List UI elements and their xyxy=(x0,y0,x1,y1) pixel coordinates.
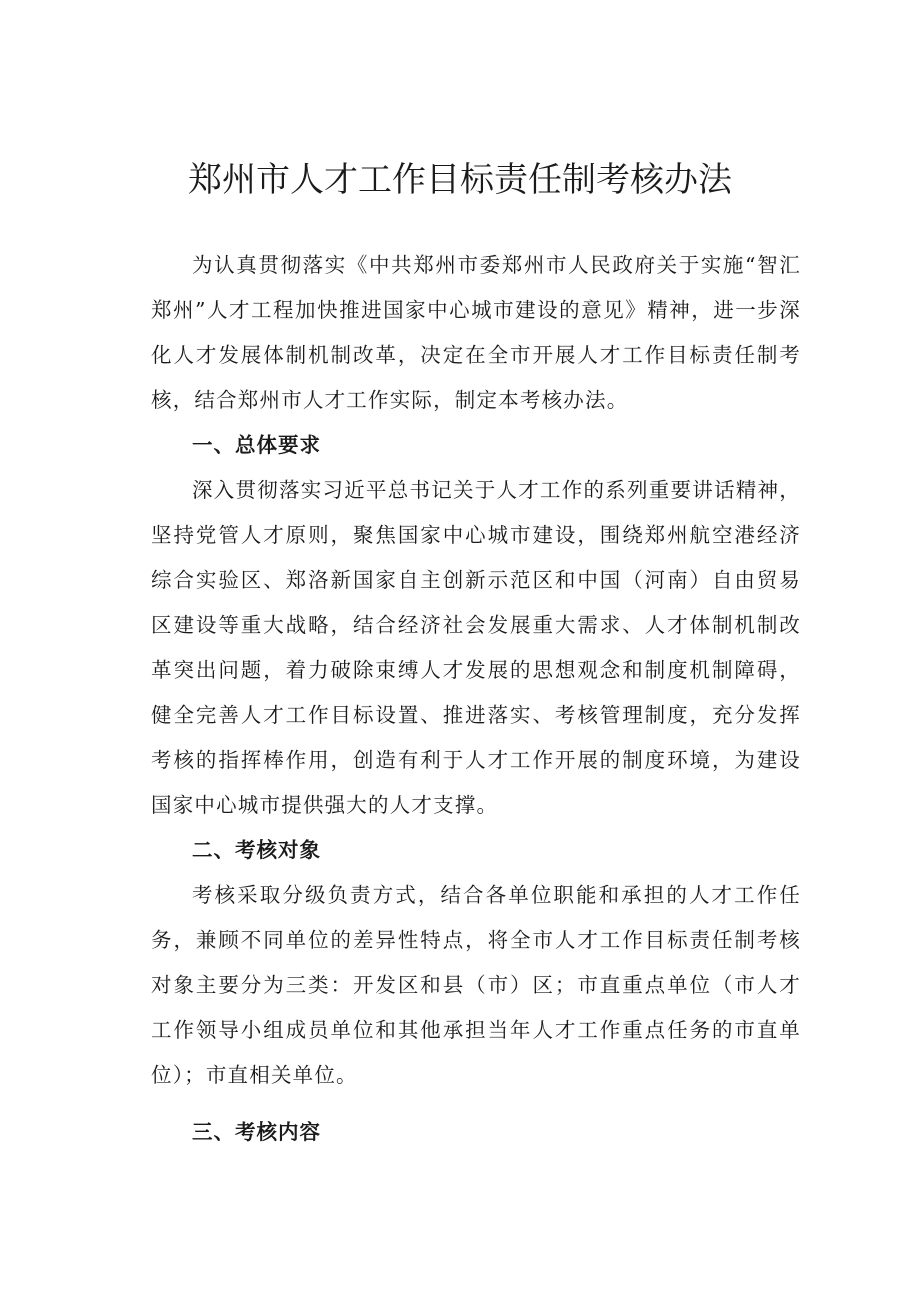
section-heading-general-requirements: 一、总体要求 xyxy=(192,433,321,457)
intro-paragraph: 为认真贯彻落实《中共郑州市委郑州市人民政府关于实施“智汇郑州”人才工程加快推进国家中心城市建设的意见》精神，进一步深化人才发展体制机制改革，决定在全市开展人才工作目标责任制考核，结合郑州市人才工作实际，制定本考核办法。 xyxy=(151,253,801,412)
document-title: 郑州市人才工作目标责任制考核办法 xyxy=(188,160,732,200)
section-heading-assessment-content: 三、考核内容 xyxy=(192,1120,321,1144)
section-paragraph-general-requirements: 深入贯彻落实习近平总书记关于人才工作的系列重要讲话精神，坚持党管人才原则，聚焦国家中心城市建设，围绕郑州航空港经济综合实验区、郑洛新国家自主创新示范区和中国（河南）自由贸易区建设等重大战略，结合经济社会发展重大需求、人才体制机制改革突出问题，着力破除束缚人才发展的思想观念和制度机制障碍，健全完善人才工作目标设置、推进落实、考核管理制度，充分发挥考核的指挥棒作用，创造有利于人才工作开展的制度环境，为建设国家中心城市提供强大的人才支撑。 xyxy=(151,478,801,817)
section-heading-assessment-targets: 二、考核对象 xyxy=(192,838,321,862)
spacer xyxy=(151,1098,801,1110)
document-body xyxy=(151,243,801,1155)
section-paragraph-assessment-targets: 考核采取分级负责方式，结合各单位职能和承担的人才工作任务，兼顾不同单位的差异性特点，将全市人才工作目标责任制考核对象主要分为三类：开发区和县（市）区；市直重点单位（市人才工作领导小组成员单位和其他承担当年人才工作重点任务的市直单位）；市直相关单位。 xyxy=(151,883,801,1087)
